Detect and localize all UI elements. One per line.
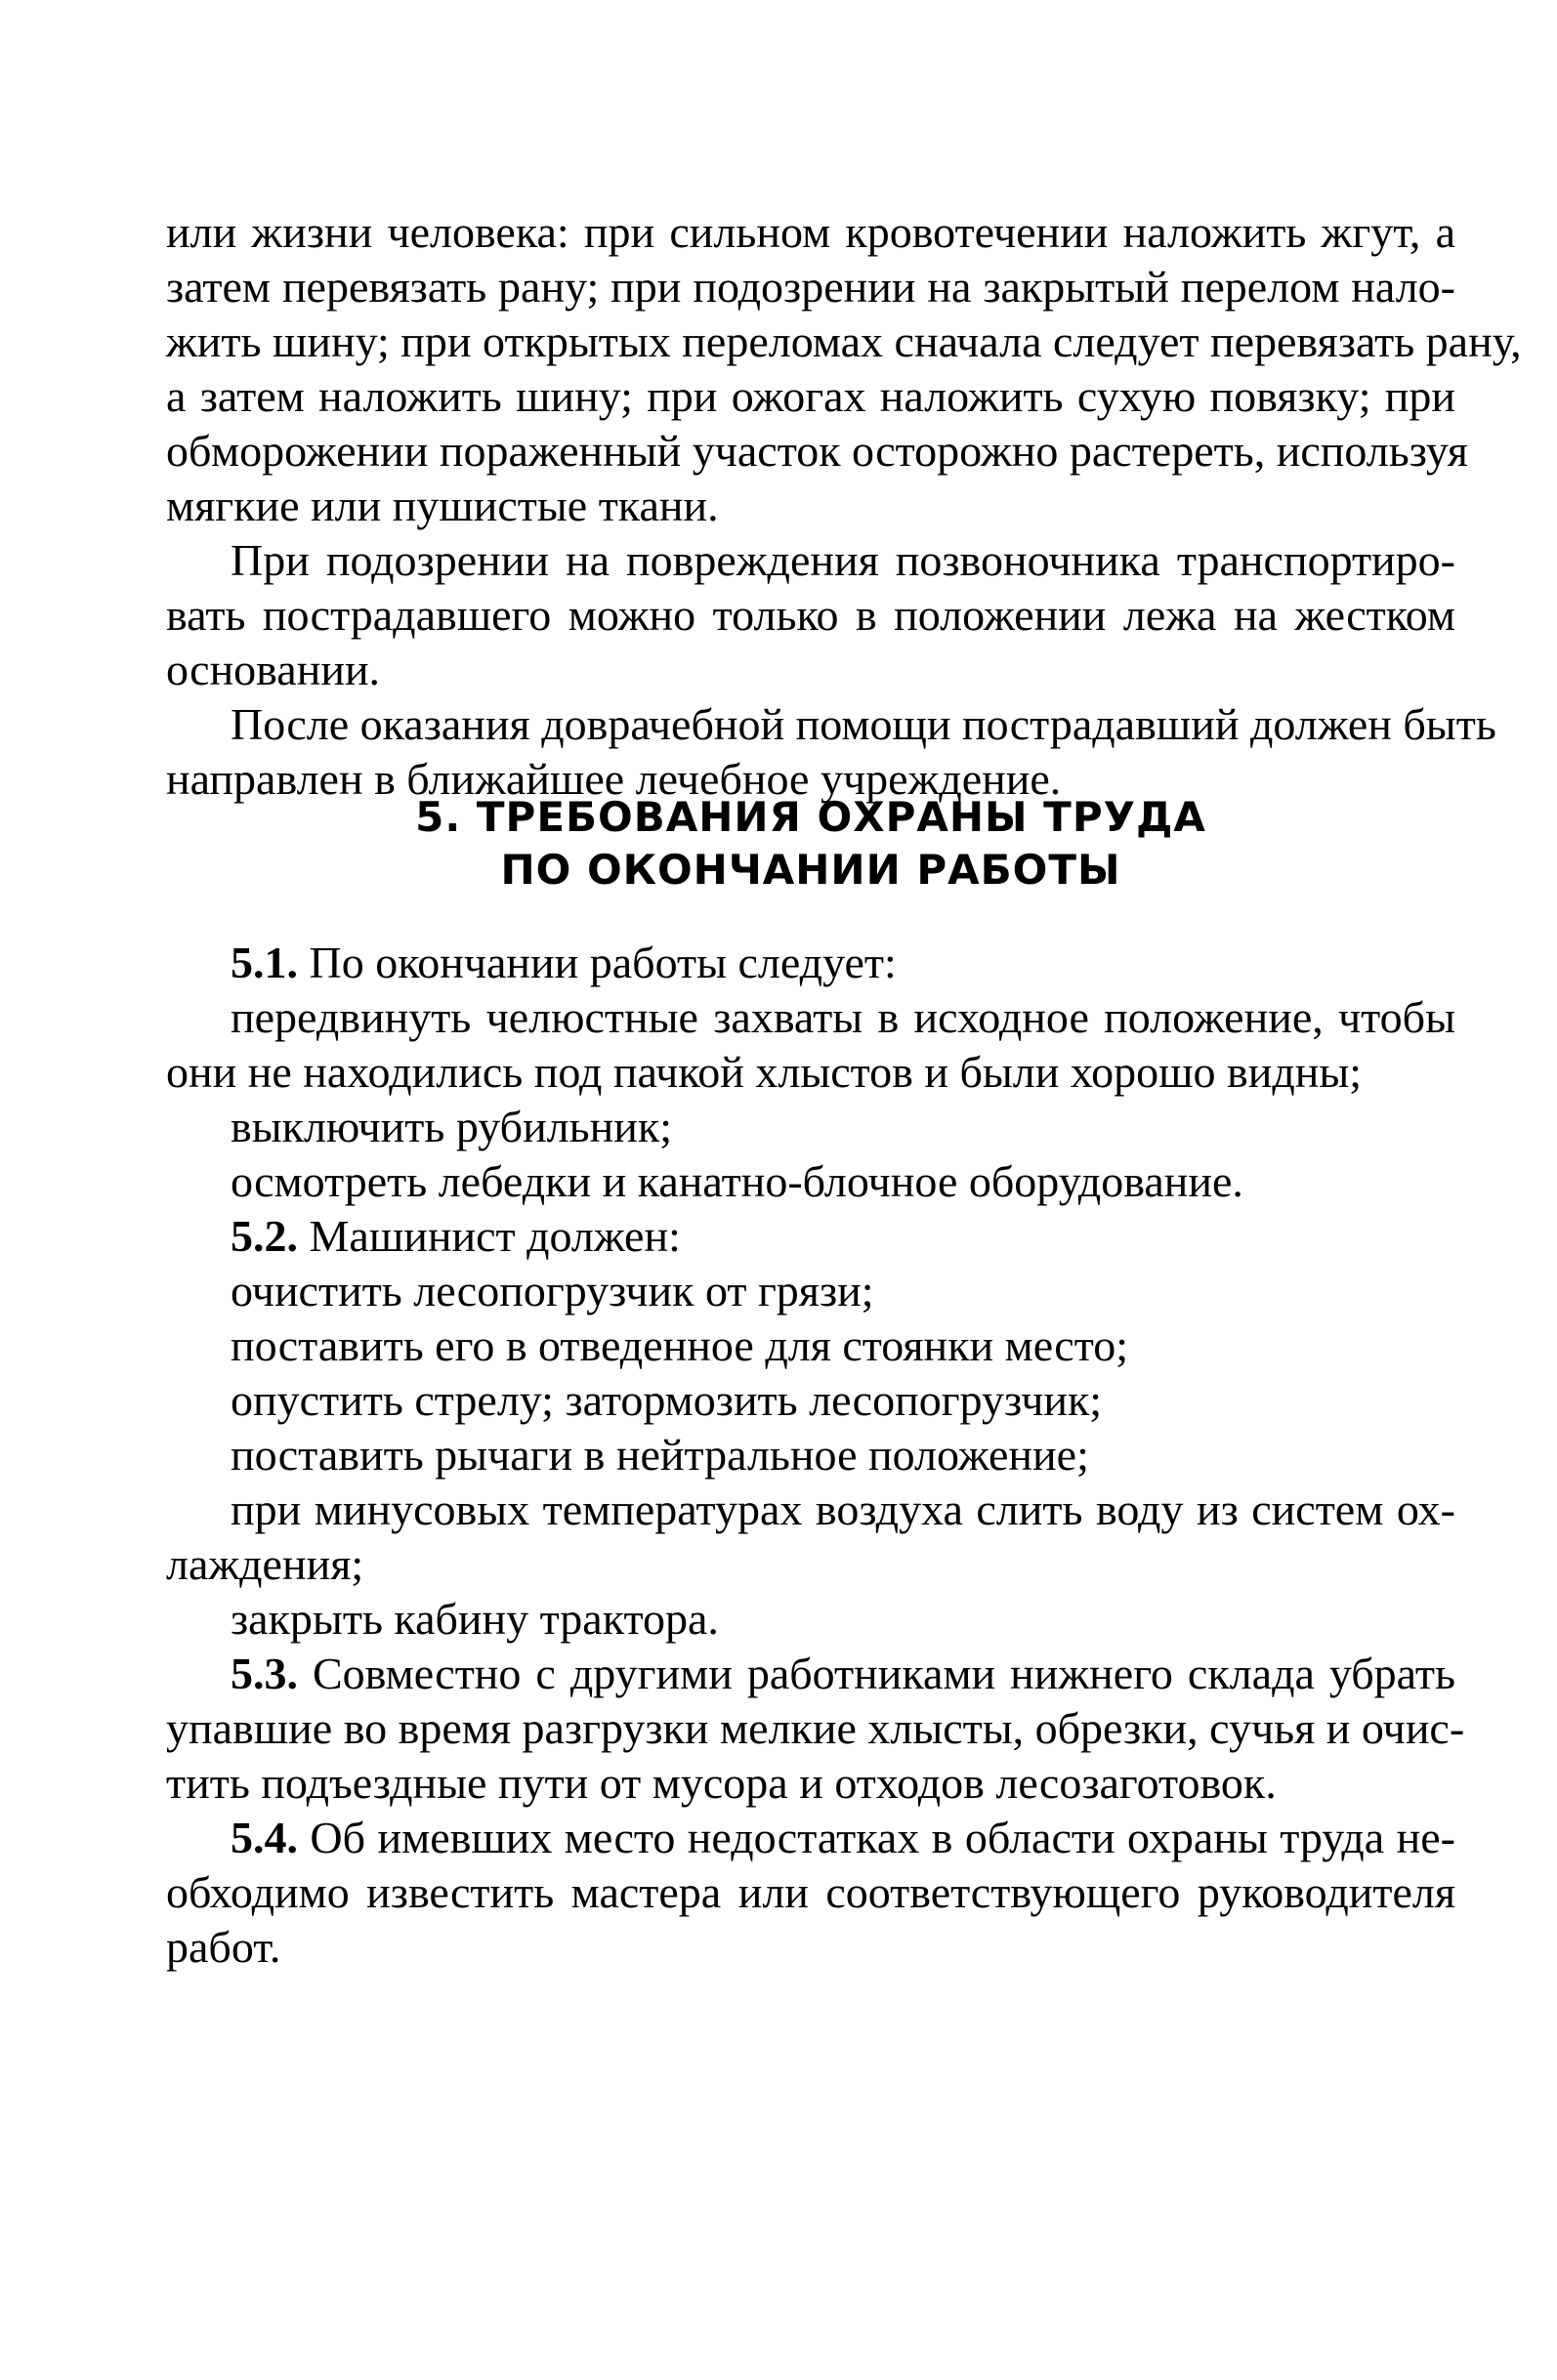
text-line: осмотреть лебедки и канатно-блочное оборудование. — [231, 1156, 1243, 1206]
text-line: направлен в ближайшее лечебное учреждение. — [166, 754, 1062, 804]
item-text: По окончании работы следует: — [298, 938, 897, 987]
text-line: тить подъездные пути от мусора и отходов лесозаготовок. — [166, 1758, 1277, 1808]
text-line: лаждения; — [166, 1539, 364, 1589]
text-line: основании. — [166, 645, 381, 694]
text-line: а затем наложить шину; при ожогах наложить сухую повязку; при — [166, 371, 1455, 421]
text-line: закрыть кабину трактора. — [231, 1594, 719, 1644]
item-text: Об имевших место недостатках в области охраны труда не- — [298, 1813, 1455, 1862]
text-line: обморожении пораженный участок осторожно растереть, используя — [166, 426, 1468, 476]
text-line: вать пострадавшего можно только в положении лежа на жестком — [166, 590, 1455, 640]
text-line: при минусовых температурах воздуха слить воду из систем ох- — [231, 1484, 1455, 1534]
text-line: мягкие или пушистые ткани. — [166, 480, 719, 530]
item-text: Совместно с другими работниками нижнего склада убрать — [298, 1649, 1455, 1698]
section-title — [166, 791, 1455, 897]
item-number: 5.3. — [231, 1649, 298, 1698]
text-line: обходимо известить мастера или соответствующего руководителя — [166, 1867, 1455, 1917]
text-line: они не находились под пачкой хлыстов и были хорошо видны; — [166, 1047, 1363, 1097]
item-number: 5.4. — [231, 1813, 298, 1862]
text-line: очистить лесопогрузчик от грязи; — [231, 1266, 874, 1315]
item-5-3 — [166, 1647, 1455, 1701]
item-text: Машинист должен: — [298, 1211, 681, 1261]
item-5-1 — [166, 936, 1455, 990]
intro-text — [166, 205, 1522, 807]
text-line: затем перевязать рану; при подозрении на закрытый перелом нало- — [166, 262, 1455, 312]
text-line: или жизни человека: при сильном кровотечении наложить жгут, а — [166, 207, 1455, 257]
item-number: 5.1. — [231, 938, 298, 987]
text-line: передвинуть челюстные захваты в исходное положение, чтобы — [231, 992, 1455, 1042]
text-line: После оказания доврачебной помощи пострадавший должен быть — [231, 699, 1496, 749]
item-5-2 — [166, 1209, 1455, 1264]
text-line: При подозрении на повреждения позвоночника транспортиро- — [231, 535, 1455, 585]
section-body — [166, 936, 1465, 1975]
text-line: выключить рубильник; — [231, 1102, 672, 1151]
section-title-line-2: ПО ОКОНЧАНИИ РАБОТЫ — [500, 846, 1121, 894]
text-line: опустить стрелу; затормозить лесопогрузчик; — [231, 1375, 1103, 1425]
item-number: 5.2. — [231, 1211, 298, 1261]
text-line: работ. — [166, 1922, 281, 1972]
text-line: упавшие во время разгрузки мелкие хлысты, обрезки, сучья и очис- — [166, 1703, 1465, 1753]
section-title-line-1: 5. ТРЕБОВАНИЯ ОХРАНЫ ТРУДА — [415, 793, 1206, 841]
text-line: поставить рычаги в нейтральное положение; — [231, 1430, 1089, 1480]
item-5-4 — [166, 1811, 1455, 1865]
text-line: жить шину; при открытых переломах сначала следует перевязать рану, — [166, 316, 1522, 366]
text-line: поставить его в отведенное для стоянки место; — [231, 1320, 1128, 1370]
